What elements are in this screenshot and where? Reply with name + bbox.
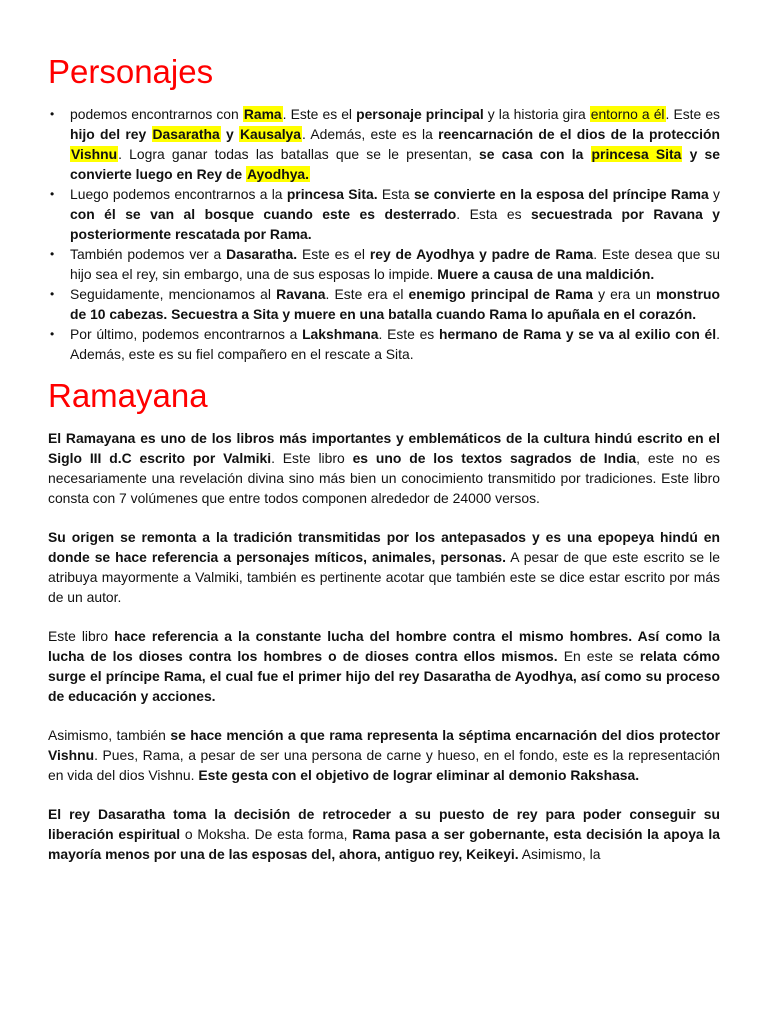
heading-personajes: Personajes bbox=[48, 53, 214, 90]
text-run: . Este libro bbox=[271, 450, 353, 466]
character-item-rama bbox=[48, 104, 720, 184]
bold-text: Lakshmana bbox=[302, 326, 379, 342]
bold-text: personaje principal bbox=[356, 106, 484, 122]
highlighted-text: Vishnu bbox=[71, 146, 118, 162]
text-run: Seguidamente, mencionamos al bbox=[70, 286, 277, 302]
text-run: . Este era el bbox=[325, 286, 409, 302]
character-item-sita bbox=[48, 184, 720, 244]
bold-text: es uno de los textos sagrados de India bbox=[352, 450, 637, 466]
bold-text: hijo del rey bbox=[70, 126, 152, 142]
bold-text: se casa con la bbox=[479, 146, 591, 162]
text-run: . Además, este es la bbox=[302, 126, 439, 142]
bold-text: princesa Sita. bbox=[286, 186, 378, 202]
highlighted-text: Ayodhya. bbox=[247, 166, 310, 182]
bold-text: hace referencia a la constante lucha del hombre contra el mismo hombres. Así como la lucha de los dioses contra los hombres o de dioses contra ellos mismos. bbox=[48, 628, 720, 664]
bold-text: hermano de Rama y se va al exilio con él bbox=[438, 326, 717, 342]
bold-text: Dasaratha. bbox=[226, 246, 298, 262]
bold-text: monstruo de 10 cabezas. Secuestra a Sita y muere en una batalla cuando Rama lo apuñala en el corazón. bbox=[70, 286, 720, 322]
bold-text: se convierte en la esposa del príncipe Rama bbox=[413, 186, 709, 202]
bold-text: Este gesta con el objetivo de lograr eliminar al demonio Rakshasa. bbox=[198, 767, 640, 783]
text-run: . Este es el bbox=[282, 106, 357, 122]
highlighted-text: Rama bbox=[243, 106, 282, 122]
bold-text: El Ramayana es uno de los libros más importantes y emblemáticos de la cultura hindú escrito en el Siglo III d.C escrito por Valmiki bbox=[48, 430, 720, 466]
highlighted-text: princesa Sita bbox=[591, 146, 682, 162]
bold-text: rey de Ayodhya y padre de Rama bbox=[369, 246, 594, 262]
text-run: . Este es bbox=[665, 106, 720, 122]
bold-text: enemigo principal de Rama bbox=[408, 286, 593, 302]
text-run: A pesar de que este escrito se le atribuya mayormente a Valmiki, también es pertinente acotar que también este se dice estar escrito por más de un autor. bbox=[48, 549, 720, 605]
bold-text: y se convierte luego en Rey de bbox=[70, 146, 720, 182]
text-run: Esta bbox=[377, 186, 414, 202]
text-run: podemos encontrarnos con bbox=[70, 106, 243, 122]
paragraph-ramayana-vishnu bbox=[48, 725, 720, 785]
text-run: Por último, podemos encontrarnos a bbox=[70, 326, 303, 342]
bold-text: Su origen se remonta a la tradición transmitidas por los antepasados y es una epopeya hindú en donde se hace referencia a personajes míticos, animales, personas. bbox=[48, 529, 720, 565]
bold-text: El rey Dasaratha toma la decisión de retroceder a su puesto de rey para poder conseguir su liberación espiritual bbox=[48, 806, 720, 842]
paragraph-ramayana-origin bbox=[48, 527, 720, 607]
text-run: En este se bbox=[557, 648, 640, 664]
character-item-ravana bbox=[48, 284, 720, 324]
text-run: , este no es necesariamente una revelación divina sino más bien un conocimiento transmitido por tradiciones. Este libro consta con 7 volúmenes que entre todos componen alrededor de 24000 versos. bbox=[48, 450, 720, 506]
bold-text: y bbox=[220, 126, 239, 142]
text-run: . Además, este es su fiel compañero en el rescate a Sita. bbox=[70, 326, 720, 362]
character-item-lakshmana bbox=[48, 324, 720, 364]
paragraph-ramayana-intro bbox=[48, 428, 720, 508]
text-run: Asimismo, la bbox=[518, 846, 601, 862]
bold-text: secuestrada por Ravana y posteriormente rescatada por Rama. bbox=[70, 206, 721, 242]
text-run: También podemos ver a bbox=[70, 246, 227, 262]
text-run: . Esta es bbox=[456, 206, 532, 222]
bold-text: con él se van al bosque cuando este es desterrado bbox=[70, 206, 457, 222]
highlighted-text: entorno a él bbox=[590, 106, 665, 122]
text-run: y bbox=[708, 186, 720, 202]
heading-ramayana: Ramayana bbox=[48, 377, 208, 414]
paragraph-ramayana-dasaratha bbox=[48, 804, 720, 864]
paragraph-ramayana-struggle bbox=[48, 626, 720, 706]
character-list bbox=[48, 104, 720, 364]
text-run: Asimismo, también bbox=[48, 727, 171, 743]
text-run: . Este es bbox=[378, 326, 439, 342]
bold-text: reencarnación de el dios de la protección bbox=[438, 126, 720, 142]
highlighted-text: Kausalya bbox=[240, 126, 302, 142]
bold-text: Ravana bbox=[276, 286, 326, 302]
bold-text: Muere a causa de una maldición. bbox=[437, 266, 655, 282]
text-run: . Pues, Rama, a pesar de ser una persona de carne y hueso, en el fondo, este es la representación en vida del dios Vishnu. bbox=[48, 747, 720, 783]
bold-text: se hace mención a que rama representa la séptima encarnación del dios protector Vishnu bbox=[48, 727, 720, 763]
text-run: y la historia gira bbox=[483, 106, 590, 122]
text-run: Este libro bbox=[48, 628, 115, 644]
bold-text: Rama pasa a ser gobernante, esta decisión la apoya la mayoría menos por una de las esposas del, ahora, antiguo rey, Keikeyi. bbox=[48, 826, 720, 862]
character-item-dasaratha bbox=[48, 244, 720, 284]
text-run: Este es el bbox=[297, 246, 370, 262]
bold-text: relata cómo surge el príncipe Rama, el cual fue el primer hijo del rey Dasaratha de Ayodhya, así como su proceso de educación y acciones. bbox=[48, 648, 720, 704]
text-run: . Logra ganar todas las batallas que se le presentan, bbox=[118, 146, 480, 162]
highlighted-text: Dasaratha bbox=[152, 126, 220, 142]
text-run: y era un bbox=[592, 286, 656, 302]
text-run: . Este desea que su hijo sea el rey, sin embargo, una de sus esposas lo impide. bbox=[70, 246, 720, 282]
text-run: Luego podemos encontrarnos a la bbox=[70, 186, 287, 202]
text-run: o Moksha. De esta forma, bbox=[180, 826, 353, 842]
